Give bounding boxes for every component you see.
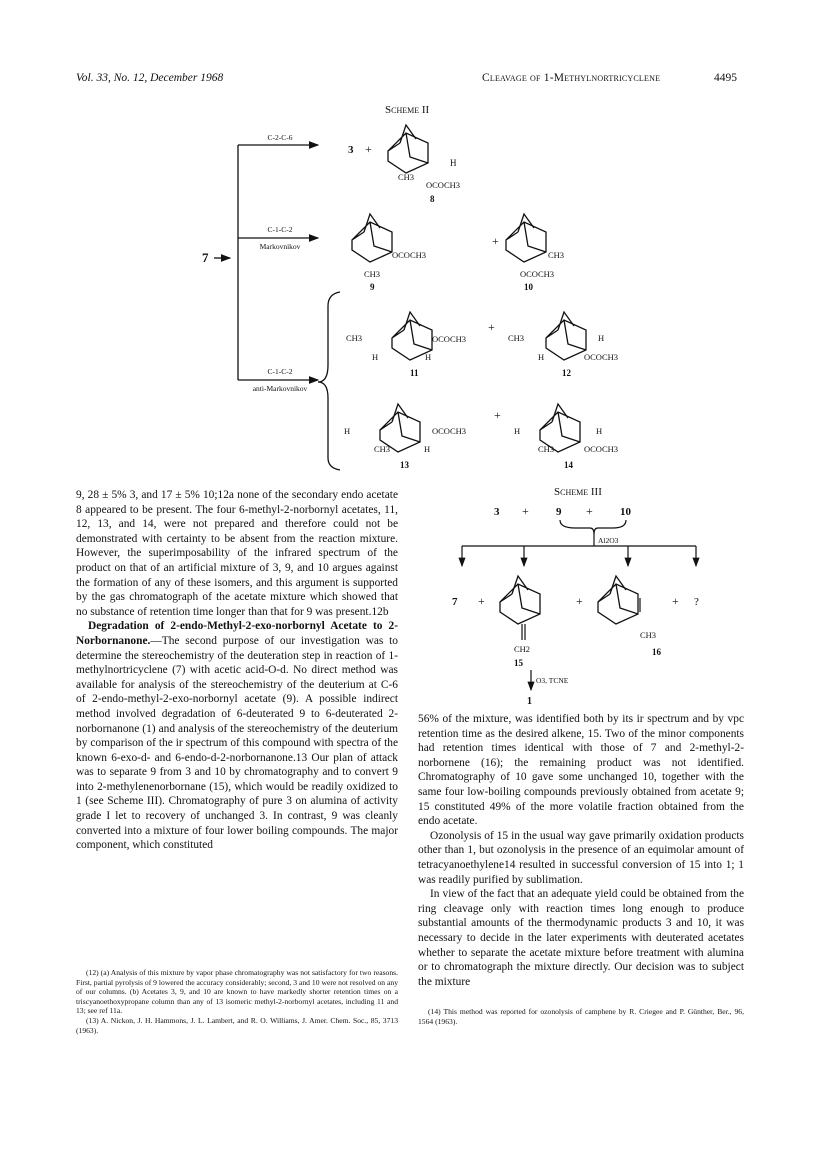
c13-number: 13 xyxy=(400,460,409,470)
s3-plus-3: + xyxy=(478,594,485,608)
plus-sign-2: + xyxy=(492,234,499,248)
c12-ch3: CH3 xyxy=(508,333,525,343)
s3-reactant-3: 3 xyxy=(494,506,500,518)
branch-label-c1c2-b: C-1-C-2 xyxy=(267,367,293,376)
structure-15 xyxy=(500,576,540,624)
structure-12 xyxy=(546,312,586,360)
c12-ococh3: OCOCH3 xyxy=(584,352,619,362)
c11-h2: H xyxy=(425,352,432,362)
s3-final-product-1: 1 xyxy=(527,696,532,707)
scheme-ii-title: Scheme II xyxy=(385,104,430,116)
c11-ococh3: OCOCH3 xyxy=(432,334,467,344)
c10-number: 10 xyxy=(524,282,533,292)
c14-ococh3: OCOCH3 xyxy=(584,444,619,454)
c8-h: H xyxy=(450,158,457,168)
c10-ococh3: OCOCH3 xyxy=(520,269,555,279)
c11-number: 11 xyxy=(410,368,419,378)
s3-reactant-9: 9 xyxy=(556,506,562,518)
c14-h1: H xyxy=(514,426,521,436)
branch-label-c2c6: C-2-C-6 xyxy=(267,133,293,142)
left-paragraph-2-body: —The second purpose of our investigation was to determine the stereochemistry of the deuteration step in reaction of 1-methylnortricyclene (7) with acetic acid-O-d. No direct method was available for analysis of the stereochemistry of the deuterium at C-6 of 2-endo-methyl-2-exo-norbornyl acetate (9). A possible indirect method involved degradation of 6-deuterated 9 to 6-deuterated 2-norbornanone (1) and analysis of the stereochemistry of the deuterium by comparison of the ir spectrum of this compound with spectra of the known 6-exo-d- and 6-endo-d-2-norbornanone.13 Our plan of attack was to separate 9 from 3 and 10 by chromatography and to convert 9 into 2-methylenenorbornane (15), which would be readily oxidized to 1 (see Scheme III). Chromatography of pure 3 on alumina of activity grade I let to recovery of unchanged 3. In contrast, 9 was cleanly converted into a mixture of four lower boiling compounds. The major component, which constituted xyxy=(76,634,398,852)
footnote-12: (12) (a) Analysis of this mixture by vapor phase chromatography was not satisfactory for two reasons. First, partial pyrolysis of 9 lowered the accuracy considerably; second, 3 and 10 were not resolved on any of our columns. (b) Acetates 3, 9, and 10 are known to have markedly shorter retention times on a triscyanoethoxypropane column than any of 13 isomeric methyl-2-norbornyl acetates, including 11 and 13; see ref 11a. xyxy=(76,968,398,1016)
page-number: 4495 xyxy=(714,72,737,84)
c16-number: 16 xyxy=(652,647,661,657)
c11-ch3: CH3 xyxy=(346,333,363,343)
s3-plus-2: + xyxy=(586,504,593,518)
plus-sign-3: + xyxy=(488,320,495,334)
structure-9 xyxy=(352,214,392,262)
c14-h2: H xyxy=(596,426,603,436)
branch-label-c1c2-a: C-1-C-2 xyxy=(267,225,293,234)
footnote-14: (14) This method was reported for ozonolysis of camphene by R. Criegee and P. Günther, Ber., 96, 1564 (1963). xyxy=(418,1007,744,1026)
c14-ch3: CH3 xyxy=(538,444,555,454)
s3-plus-4: + xyxy=(576,594,583,608)
c12-h2: H xyxy=(538,352,545,362)
scheme-iii-title: Scheme III xyxy=(554,486,602,498)
c8-number: 8 xyxy=(430,194,435,204)
right-paragraph-2: Ozonolysis of 15 in the usual way gave primarily oxidation products other than 1, but ozonolysis in the presence of an equimolar amount of tetracyanoethylene14 resulted in successful conversion of 15 into 1; 1 was readily purified by sublimation. xyxy=(418,829,744,886)
right-paragraph-3: In view of the fact that an adequate yield could be obtained from the ring cleavage only with reaction times long enough to produce substantial amounts of the thermodynamic products 3 and 10, it was necessary to decide in the later experiments with deuterated acetates whether to separate the acetate mixture before treatment with alumina or to chromatograph the mixture directly. Our decision was to subject the mixture xyxy=(418,888,744,988)
right-column-text xyxy=(418,712,744,989)
scheme-ii-start-compound: 7 xyxy=(202,250,209,265)
structure-8 xyxy=(388,125,428,173)
c15-number: 15 xyxy=(514,658,523,668)
c13-ococh3: OCOCH3 xyxy=(432,426,467,436)
c16-ch3: CH3 xyxy=(640,630,657,640)
c13-h1: H xyxy=(344,426,351,436)
branch-label-markovnikov: Markovnikov xyxy=(259,242,301,251)
footnote-13: (13) A. Nickon, J. H. Hammons, J. L. Lambert, and R. O. Williams, J. Amer. Chem. Soc., 85, 3713 (1963). xyxy=(76,1015,398,1035)
running-header-journal: Vol. 33, No. 12, December 1968 xyxy=(76,72,224,84)
c8-ch3: CH3 xyxy=(398,172,415,182)
c9-ch3: CH3 xyxy=(364,269,381,279)
c13-ch3: CH3 xyxy=(374,444,391,454)
c15-ch2: CH2 xyxy=(514,644,531,654)
s3-reagent-alumina: Al2O3 xyxy=(598,536,619,545)
right-paragraph-1: 56% of the mixture, was identified both by its ir spectrum and by vpc retention time as the desired alkene, 15. Two of the minor components had retention times identical with those of 7 and 2-methyl-2-norbornene (16); the remaining product was not identified. Chromatography of 10 gave some unchanged 10, together with the same four low-boiling compounds previously obtained from acetate 9; 15 constituted 49% of the more volatile fraction obtained from the endo acetate. xyxy=(418,713,744,828)
plus-sign-4: + xyxy=(494,408,501,422)
plus-sign: + xyxy=(365,142,372,156)
s3-plus-1: + xyxy=(522,504,529,518)
s3-unknown: ? xyxy=(694,596,699,608)
s3-plus-5: + xyxy=(672,594,679,608)
compound-3-label: 3 xyxy=(348,144,354,156)
c14-number: 14 xyxy=(564,460,573,470)
section-heading: Degradation of 2-endo-Methyl-2-exo-norbornyl Acetate to 2-Norbornanone. xyxy=(76,620,398,647)
left-column-text xyxy=(76,488,398,853)
left-paragraph-2 xyxy=(76,619,398,853)
branch-label-anti-markovnikov: anti-Markovnikov xyxy=(252,384,308,393)
c13-h2: H xyxy=(424,444,431,454)
c10-ch3: CH3 xyxy=(548,250,565,260)
structure-10 xyxy=(506,214,546,262)
c12-number: 12 xyxy=(562,368,571,378)
c11-h1: H xyxy=(372,352,379,362)
c12-h1: H xyxy=(598,333,605,343)
running-header-title: Cleavage of 1-Methylnortricyclene xyxy=(482,72,661,84)
c9-ococh3: OCOCH3 xyxy=(392,250,427,260)
c9-number: 9 xyxy=(370,282,375,292)
c8-ococh3: OCOCH3 xyxy=(426,180,461,190)
structure-16 xyxy=(598,576,638,624)
s3-product-7: 7 xyxy=(452,596,458,608)
s3-reactant-10: 10 xyxy=(620,506,631,518)
left-paragraph-1: 9, 28 ± 5% 3, and 17 ± 5% 10;12a none of the secondary endo acetate 8 appeared to be present. The four 6-methyl-2-norbornyl acetates, 11, 12, 13, and 14, were not prepared and therefore could not be demonstrated with certainty to be absent from the reaction mixture. However, the superimposability of the infrared spectrum of the product on that of an artificial mixture of 3, 9, and 10 argues against the formation of any of these isomers, and this argument is supported by the gas chromatograph of the acetate mixture which showed that no substance of retention time longer than that for 9 was present.12b xyxy=(76,489,398,618)
left-footnotes xyxy=(76,968,398,1035)
right-footnotes xyxy=(418,1007,744,1026)
s3-ozonolysis-reagent: O3, TCNE xyxy=(536,676,569,685)
